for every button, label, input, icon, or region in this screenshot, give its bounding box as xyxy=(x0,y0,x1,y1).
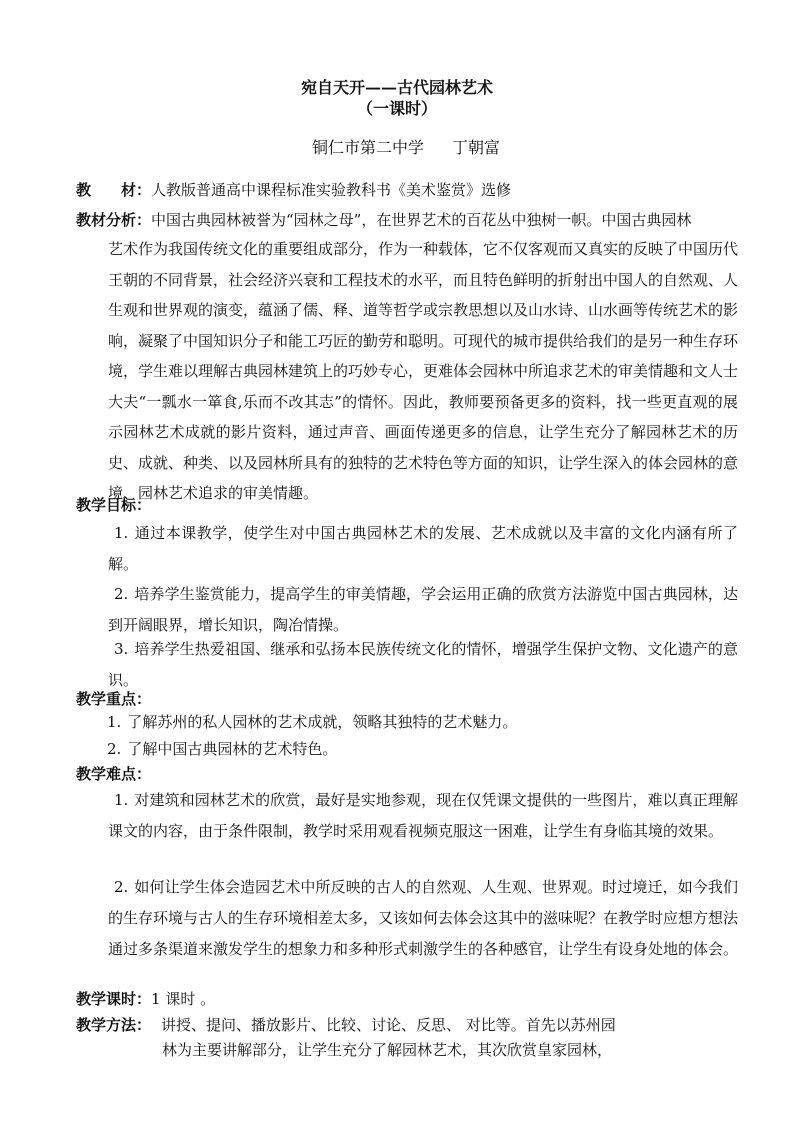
key-point-text: 了解中国古典园林的艺术特色。 xyxy=(127,740,338,758)
key-point-item-1 xyxy=(107,711,517,733)
key-point-text: 了解苏州的私人园林的艺术成就，领略其独特的艺术魅力。 xyxy=(127,713,518,731)
document-subtitle: （一课时） xyxy=(356,99,437,118)
analysis-label: 教材分析： xyxy=(76,211,152,229)
goal-number: 2. xyxy=(114,585,129,603)
author-name: 丁朝富 xyxy=(452,138,501,157)
goal-number: 3. xyxy=(114,640,129,658)
difficulty-item-1 xyxy=(108,785,738,847)
difficulty-text: 如何让学生体会造园艺术中所反映的古人的自然观、人生观、世界观。时过境迁，如今我们的生存环境与古人的生存环境相差太多，又该如何去体会这其中的滋味呢？在教学时应想方想法通过多条渠道来激发学生的想象力和多种形式刺激学生的各种感官，让学生有设身处地的体会。 xyxy=(108,878,739,958)
goals-heading: 教学目标： xyxy=(76,496,152,514)
hours-value: 1 课时 。 xyxy=(151,990,216,1008)
textbook-label: 教 材： xyxy=(76,181,152,199)
analysis-row xyxy=(76,209,736,231)
document-title: 宛自天开——古代园林艺术 xyxy=(300,78,493,97)
difficulties-heading: 教学难点： xyxy=(76,765,152,783)
key-point-item-2 xyxy=(107,738,337,760)
difficulty-text: 对建筑和园林艺术的欣赏，最好是实地参观，现在仅凭课文提供的一些图片，难以真正理解课文的内容，由于条件限制，教学时采用观看视频克服这一困难，让学生有身临其境的效果。 xyxy=(108,791,738,840)
goal-text: 通过本课教学，使学生对中国古典园林艺术的发展、艺术成就以及丰富的文化内涵有所了解。 xyxy=(108,524,738,573)
hours-label: 教学课时： xyxy=(76,990,152,1008)
methods-label: 教学方法： xyxy=(76,1016,152,1034)
difficulty-item-2 xyxy=(108,872,738,965)
analysis-paragraph: 艺术作为我国传统文化的重要组成部分，作为一种载体，它不仅客观而又真实的反映了中国历代王朝的不同背景，社会经济兴衰和工程技术的水平，而且特色鲜明的折射出中国人的自然观、人生观和世界观的演变，蕴涵了儒、释、道等哲学或宗教思想以及山水诗、山水画等传统艺术的影响，凝聚了中国知识分子和能工巧匠的勤劳和聪明。可现代的城市提供给我们的是另一种生存环境，学生难以理解古典园林建筑上的巧妙专心，更难体会园林中所追求艺术的审美情趣和文人士大夫“一瓢水一箪食,乐而不改其志”的情怀。因此，教师要预备更多的资料，找一些更直观的展示园林艺术成就的影片资料，通过声音、画面传递更多的信息，让学生充分了解园林艺术的历史、成就、种类、以及园林所具有的独特的艺术特色等方面的知识，让学生深入的体会园林的意境、园林艺术追求的审美情趣。 xyxy=(108,240,739,502)
methods-line-1: 讲授、提问、播放影片、比较、讨论、反思、 对比等。首先以苏州园 xyxy=(161,1016,616,1034)
textbook-row xyxy=(76,179,736,201)
hours-row xyxy=(76,988,215,1010)
goal-text: 培养学生鉴赏能力，提高学生的审美情趣，学会运用正确的欣赏方法游览中国古典园林，达到开阔眼界，增长知识，陶冶情操。 xyxy=(108,585,738,634)
goal-item-2 xyxy=(108,579,738,641)
difficulty-number: 2. xyxy=(114,878,129,896)
goal-item-1 xyxy=(108,518,738,580)
school-name: 铜仁市第二中学 xyxy=(311,138,424,157)
goal-item-3 xyxy=(108,634,738,696)
goal-text: 培养学生热爱祖国、继承和弘扬本民族传统文化的情怀，增强学生保护文物、文化遗产的意识。 xyxy=(108,640,738,689)
methods-line-2: 林为主要讲解部分，让学生充分了解园林艺术，其次欣赏皇家园林， xyxy=(162,1041,613,1059)
methods-row xyxy=(76,1014,616,1036)
key-points-heading: 教学重点： xyxy=(76,690,152,708)
analysis-first-line: 中国古典园林被誉为“园林之母”，在世界艺术的百花丛中独树一帜。中国古典园林 xyxy=(151,211,692,229)
difficulty-number: 1. xyxy=(114,791,129,809)
author-line xyxy=(0,137,794,159)
key-point-number: 1. xyxy=(107,713,122,731)
key-point-number: 2. xyxy=(107,740,122,758)
textbook-value: 人教版普通高中课程标准实验教科书《美术鉴赏》选修 xyxy=(151,181,512,199)
goal-number: 1. xyxy=(114,524,129,542)
